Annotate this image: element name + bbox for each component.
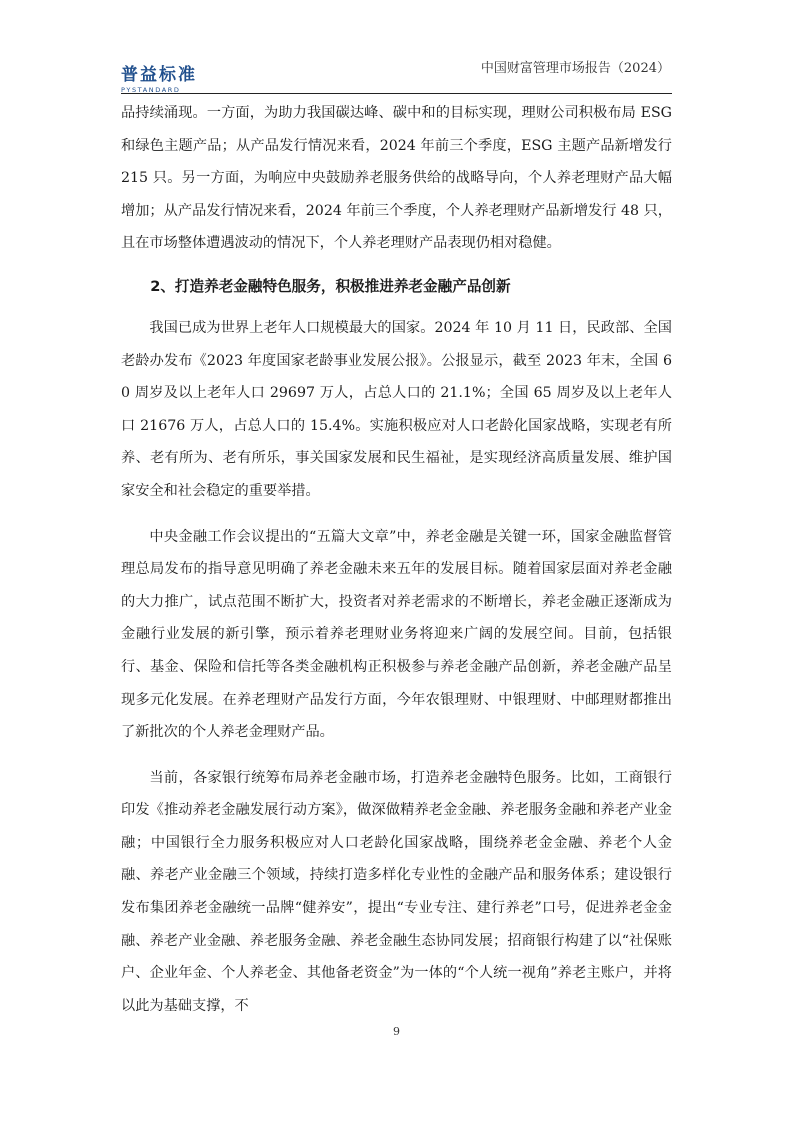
- paragraph-aging-population: 我国已成为世界上老年人口规模最大的国家。2024 年 10 月 11 日，民政部、全国老龄办发布《2023 年度国家老龄事业发展公报》。公报显示，截至 2023 年末，全国 60 周岁及以上老年人口 29697 万人，占总人口的 21.1%；全国 65 周岁及以上老年人口 21676 万人，占总人口的 15.4%。实施积极应对人口老龄化国家战略，实现老有所养、老有所为、老有所乐，事关国家发展和民生福祉，是实现经济高质量发展、维护国家安全和社会稳定的重要举措。: [121, 319, 672, 499]
- page-number: 9: [393, 1025, 400, 1038]
- publisher-logo: [121, 66, 241, 94]
- report-title: 中国财富管理市场报告（2024）: [480, 61, 670, 76]
- section-heading: 2、打造养老金融特色服务，积极推进养老金融产品创新: [150, 277, 511, 295]
- paragraph-pension-finance: 中央金融工作会议提出的“五篇大文章”中，养老金融是关键一环，国家金融监督管理总局发布的指导意见明确了养老金融未来五年的发展目标。随着国家层面对养老金融的大力推广，试点范围不断扩大，投资者对养老需求的不断增长，养老金融正逐渐成为金融行业发展的新引擎，预示着养老理财业务将迎来广阔的发展空间。目前，包括银行、基金、保险和信托等各类金融机构正积极参与养老金融产品创新，养老金融产品呈现多元化发展。在养老理财产品发行方面，今年农银理财、中银理财、中邮理财都推出了新批次的个人养老金理财产品。: [121, 528, 672, 741]
- logo-text: 普益标准: [121, 65, 197, 85]
- paragraph-continued: 品持续涌现。一方面，为助力我国碳达峰、碳中和的目标实现，理财公司积极布局 ESG 和绿色主题产品；从产品发行情况来看，2024 年前三个季度，ESG 主题产品新增发行 215 只。另一方面，为响应中央鼓励养老服务供给的战略导向，个人养老理财产品大幅增加；从产品发行情况来看，2024 年前三个季度，个人养老理财产品新增发行 48 只，且在市场整体遭遇波动的情况下，个人养老理财产品表现仍相对稳健。: [121, 105, 672, 252]
- paragraph-bank-services: 当前，各家银行统筹布局养老金融市场，打造养老金融特色服务。比如，工商银行印发《推动养老金融发展行动方案》，做深做精养老金金融、养老服务金融和养老产业金融；中国银行全力服务积极应对人口老龄化国家战略，围绕养老金金融、养老个人金融、养老产业金融三个领域，持续打造多样化专业性的金融产品和服务体系；建设银行发布集团养老金融统一品牌“健养安”，提出“专业专注、建行养老”口号，促进养老金金融、养老产业金融、养老服务金融、养老金融生态协同发展；招商银行构建了以“社保账户、企业年金、个人养老金、其他备老资金”为一体的“个人统一视角”养老主账户，并将以此为基础支撑，不: [121, 769, 672, 1014]
- header-divider: [121, 93, 672, 94]
- page-body: [121, 97, 672, 1022]
- logo-subtext: PYSTANDARD: [121, 86, 181, 94]
